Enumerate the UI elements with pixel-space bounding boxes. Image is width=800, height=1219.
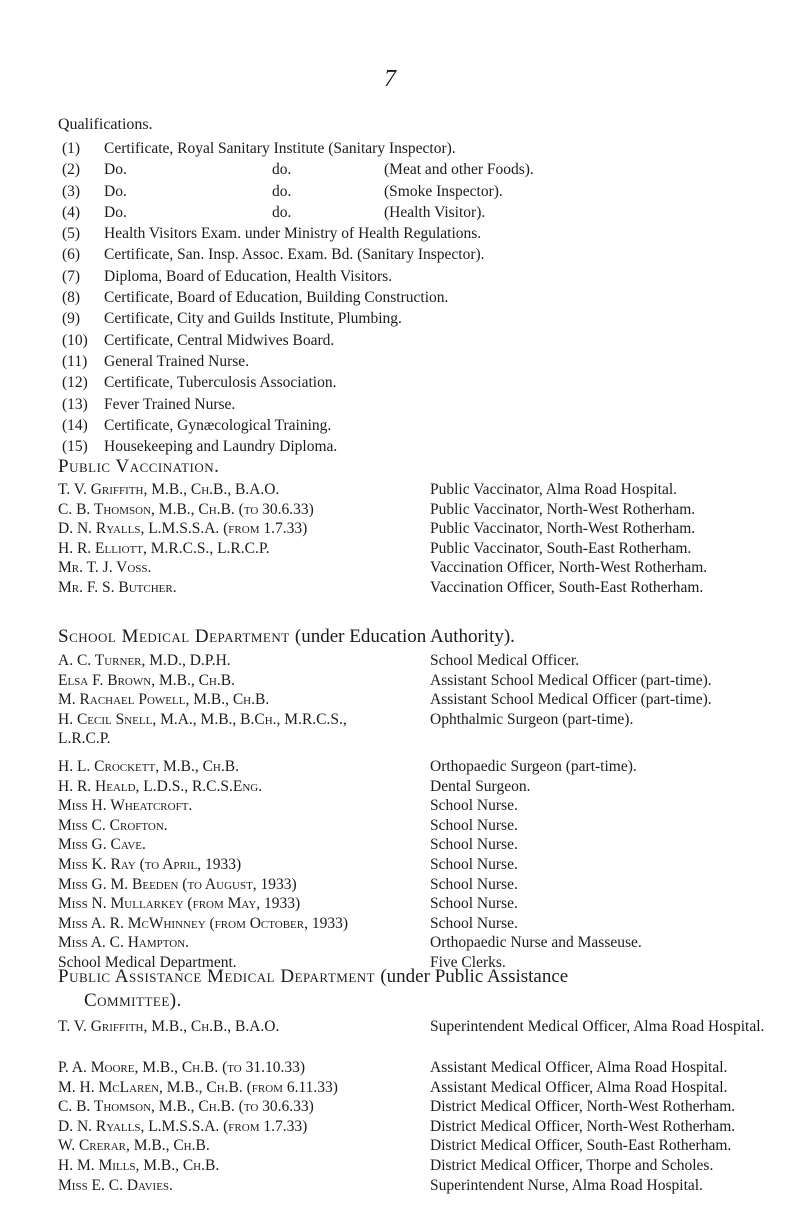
school-medical-title-main: School Medical Department — [58, 626, 290, 647]
qualification-item: (11) General Trained Nurse. — [62, 352, 250, 370]
staff-entry: Mr. F. S. Butcher. Vaccination Officer, South-East Rotherham. — [58, 578, 704, 596]
qualification-item: (13) Fever Trained Nurse. — [62, 395, 236, 413]
staff-entry: A. C. Turner, M.D., D.P.H. School Medical Officer. — [58, 652, 580, 669]
staff-entry: Miss N. Mullarkey (from May, 1933) School Nurse. — [58, 895, 518, 913]
qualification-item: (10) Certificate, Central Midwives Board. — [62, 331, 335, 349]
staff-entry: Miss G. M. Beeden (to August, 1933) School Nurse. — [58, 875, 518, 893]
staff-entry: Miss A. C. Hampton. Orthopaedic Nurse and Masseuse. — [58, 934, 642, 952]
qualification-item: (4) Do. do. (Health Visitor). — [62, 203, 486, 221]
staff-entry: P. A. Moore, M.B., Ch.B. (to 31.10.33) Assistant Medical Officer, Alma Road Hospital. — [58, 1059, 728, 1076]
staff-entry: H. M. Mills, M.B., Ch.B. District Medical Officer, Thorpe and Scholes. — [58, 1156, 714, 1174]
staff-entry: T. V. Griffith, M.B., Ch.B., B.A.O. Superintendent Medical Officer, Alma Road Hospital. — [58, 1018, 765, 1035]
qualification-item: (5) Health Visitors Exam. under Ministry of Health Regulations. — [62, 225, 482, 243]
staff-entry: D. N. Ryalls, L.M.S.S.A. (from 1.7.33) District Medical Officer, North-West Rotherham. — [58, 1117, 736, 1135]
staff-entry: T. V. Griffith, M.B., Ch.B., B.A.O. Public Vaccinator, Alma Road Hospital. — [58, 481, 678, 498]
staff-entry: Elsa F. Brown, M.B., Ch.B. Assistant School Medical Officer (part-time). — [58, 671, 712, 689]
public-vaccination-list — [58, 480, 788, 598]
qualification-item: (2) Do. do. (Meat and other Foods). — [62, 161, 534, 179]
staff-entry: School Medical Department. Five Clerks. — [58, 953, 506, 971]
staff-entry: C. B. Thomson, M.B., Ch.B. (to 30.6.33) Public Vaccinator, North-West Rotherham. — [58, 500, 696, 518]
staff-entry: Miss K. Ray (to April, 1933) School Nurse. — [58, 855, 518, 873]
qualification-item: (6) Certificate, San. Insp. Assoc. Exam. Bd. (Sanitary Inspector). — [62, 246, 485, 264]
staff-entry: Miss E. C. Davies. Superintendent Nurse, Alma Road Hospital. — [58, 1176, 703, 1194]
qualifications-list — [62, 138, 782, 457]
public-assistance-list — [58, 1017, 788, 1195]
public-assistance-title-main: Public Assistance Medical Department — [58, 966, 376, 987]
staff-entry: H. R. Heald, L.D.S., R.C.S.Eng. Dental Surgeon. — [58, 777, 531, 795]
public-vaccination-title: Public Vaccination. — [58, 456, 220, 477]
qualification-item: (9) Certificate, City and Guilds Institute, Plumbing. — [62, 310, 402, 328]
staff-entry: Miss C. Crofton. School Nurse. — [58, 816, 518, 834]
public-assistance-title — [58, 966, 568, 988]
qualification-item: (8) Certificate, Board of Education, Building Construction. — [62, 289, 449, 307]
school-medical-title-suffix: (under Education Authority). — [294, 626, 515, 647]
page-number: 7 — [384, 66, 396, 92]
qualification-item: (7) Diploma, Board of Education, Health Visitors. — [62, 267, 393, 285]
staff-entry: M. H. McLaren, M.B., Ch.B. (from 6.11.33) Assistant Medical Officer, Alma Road Hospital. — [58, 1078, 728, 1096]
school-medical-list — [58, 651, 788, 973]
staff-entry: H. L. Crockett, M.B., Ch.B. Orthopaedic Surgeon (part-time). — [58, 757, 637, 775]
qualification-item: (14) Certificate, Gynæcological Training. — [62, 416, 332, 434]
staff-entry: D. N. Ryalls, L.M.S.S.A. (from 1.7.33) Public Vaccinator, North-West Rotherham. — [58, 520, 696, 538]
qualification-item: (12) Certificate, Tuberculosis Association. — [62, 374, 337, 392]
staff-entry: M. Rachael Powell, M.B., Ch.B. Assistant School Medical Officer (part-time). — [58, 691, 712, 709]
staff-entry: C. B. Thomson, M.B., Ch.B. (to 30.6.33) District Medical Officer, North-West Rotherham. — [58, 1098, 736, 1116]
qualification-item: (15) Housekeeping and Laundry Diploma. — [62, 438, 338, 456]
qualification-item: (1) Certificate, Royal Sanitary Institute (Sanitary Inspector). — [62, 140, 456, 157]
public-assistance-title-line2: Committee). — [84, 990, 182, 1011]
staff-entry: Mr. T. J. Voss. Vaccination Officer, North-West Rotherham. — [58, 559, 708, 577]
qualification-item: (3) Do. do. (Smoke Inspector). — [62, 182, 503, 200]
staff-entry: Miss A. R. McWhinney (from October, 1933) School Nurse. — [58, 914, 518, 932]
school-medical-title — [58, 626, 515, 648]
staff-entry: Miss H. Wheatcroft. School Nurse. — [58, 797, 518, 815]
staff-entry: H. R. Elliott, M.R.C.S., L.R.C.P. Public Vaccinator, South-East Rotherham. — [58, 539, 692, 557]
public-assistance-title-suffix: (under Public Assistance — [380, 966, 569, 987]
qualifications-heading: Qualifications. — [58, 116, 153, 133]
staff-entry: Miss G. Cave. School Nurse. — [58, 836, 518, 854]
staff-entry: W. Crerar, M.B., Ch.B. District Medical Officer, South-East Rotherham. — [58, 1137, 732, 1155]
staff-entry: H. Cecil Snell, M.A., M.B., B.Ch., M.R.C.S., L.R.C.P. Ophthalmic Surgeon (part-time). — [58, 710, 634, 748]
